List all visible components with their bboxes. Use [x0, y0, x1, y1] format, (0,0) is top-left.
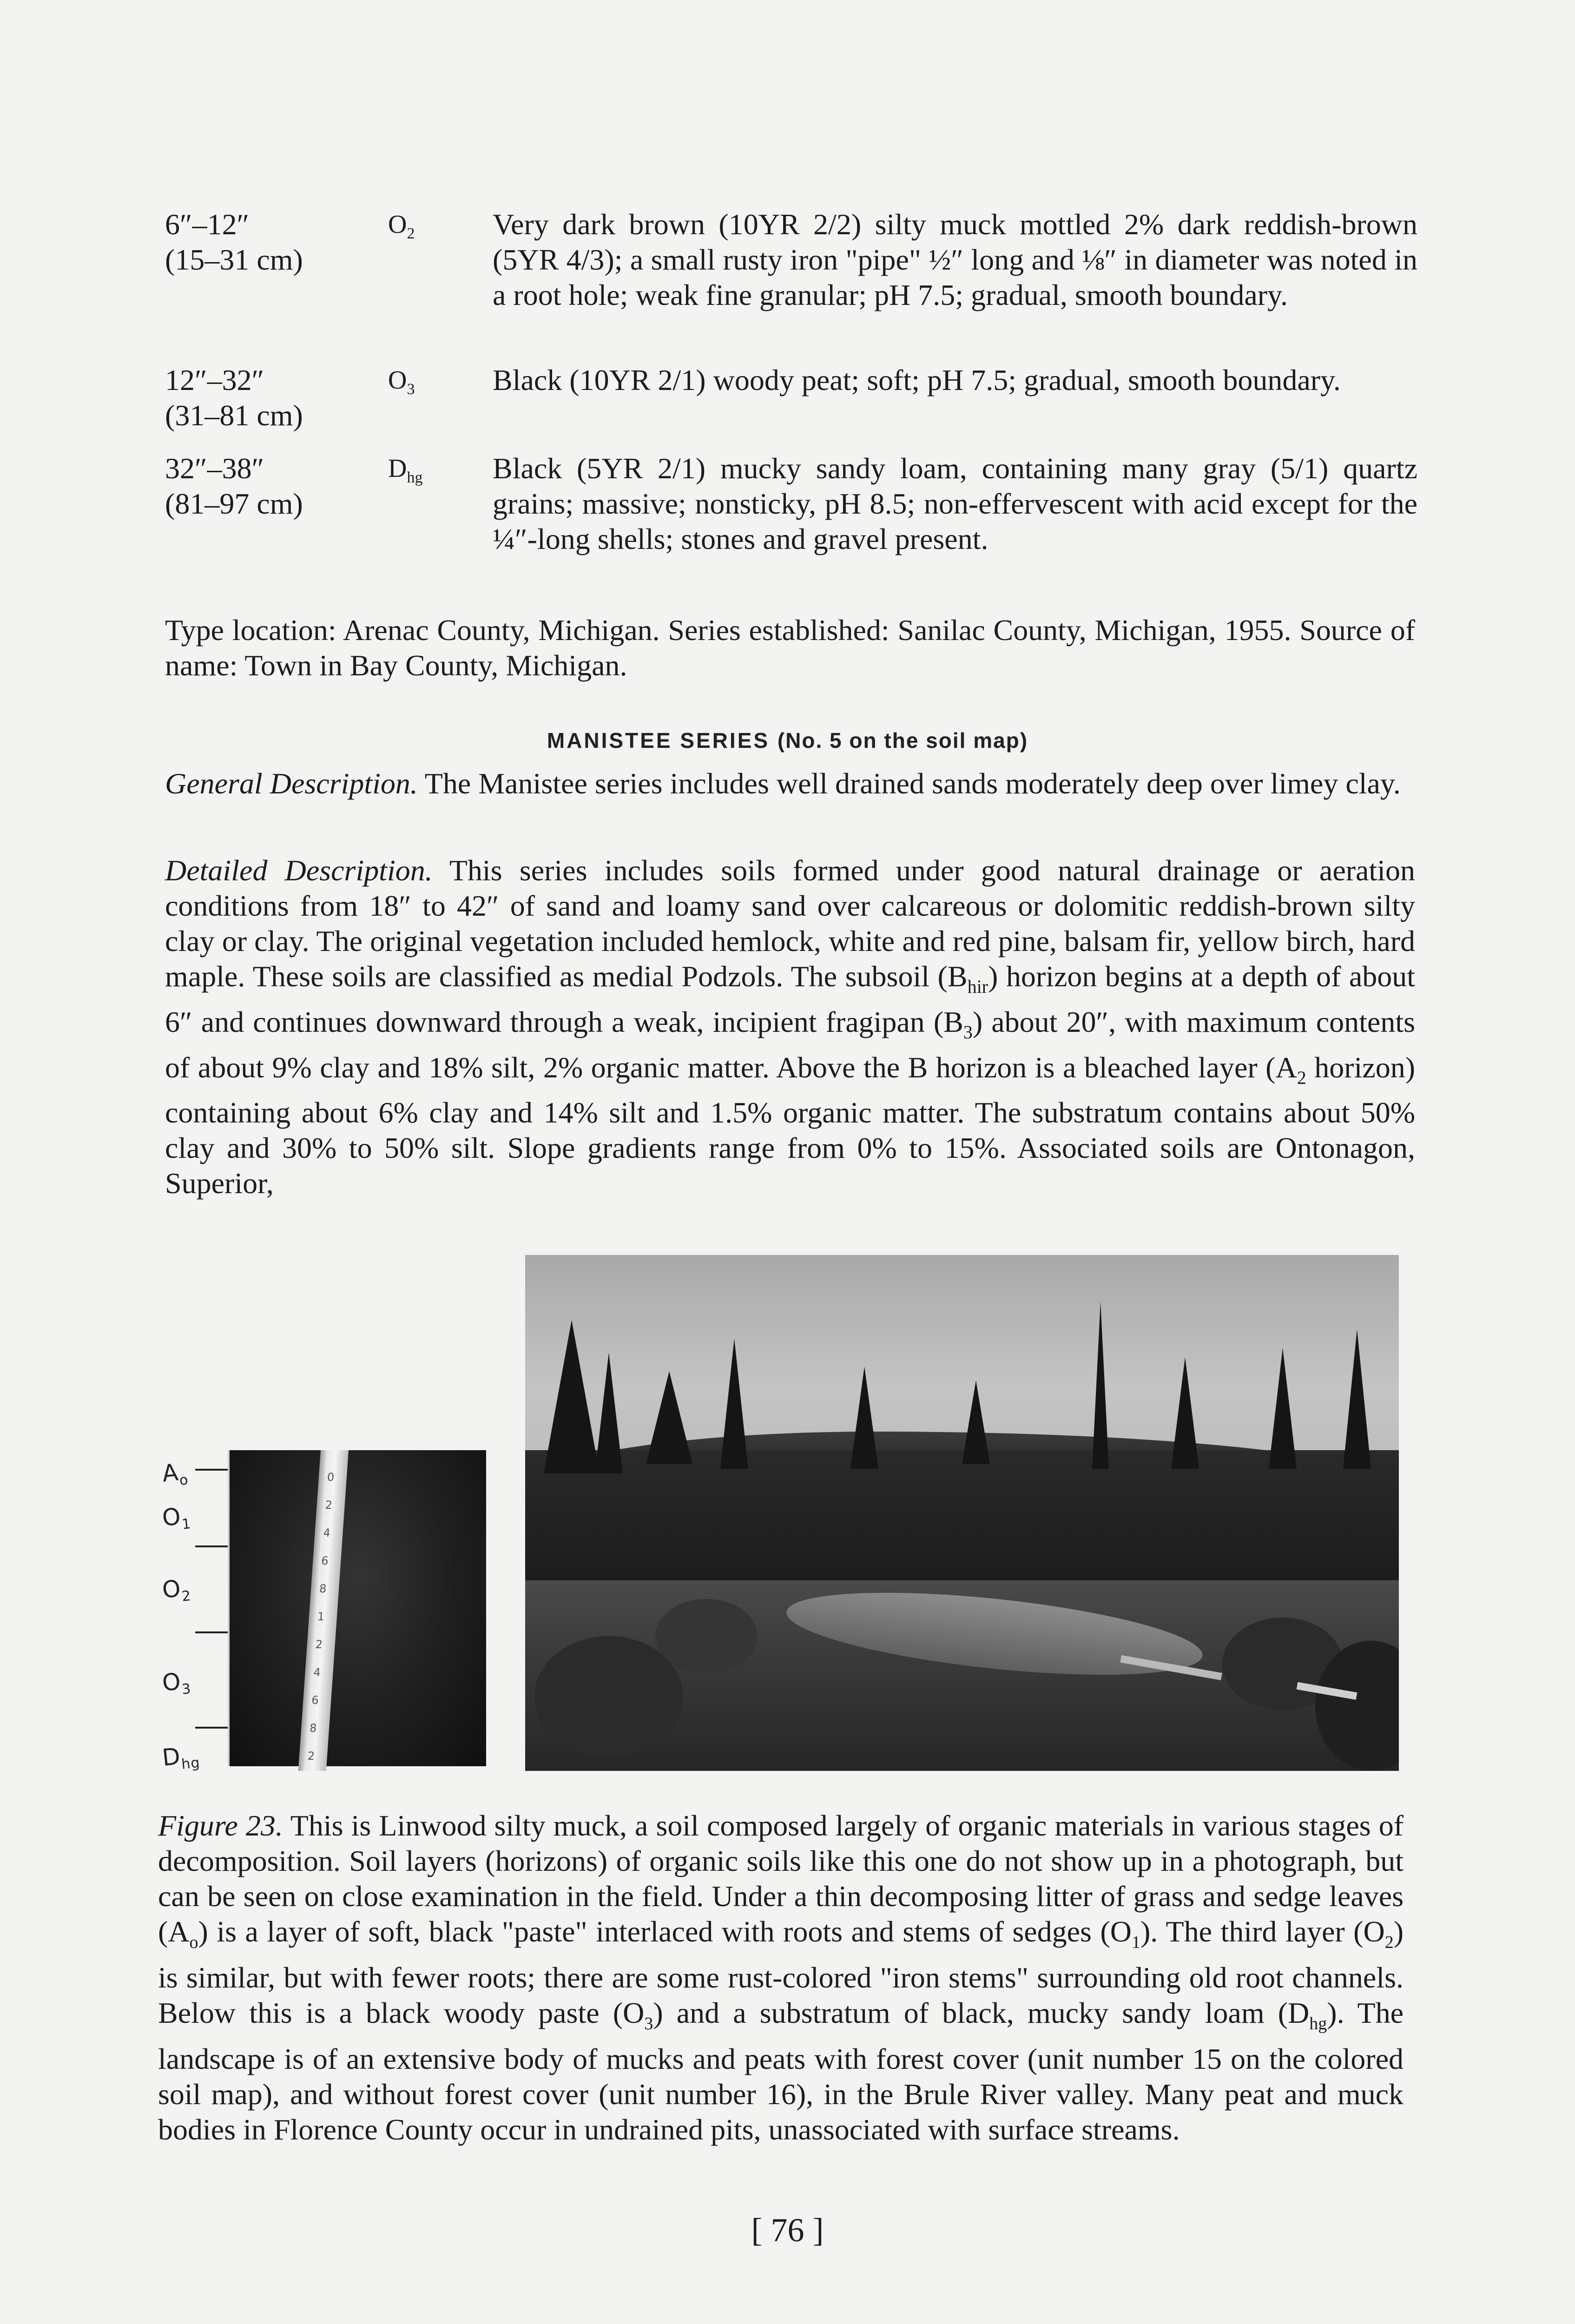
depth-inches: 32″–38″: [165, 452, 264, 485]
section-heading: [0, 723, 1575, 758]
depth-cm: (31–81 cm): [165, 399, 303, 432]
measuring-tape: 0 2 4 6 8 1 2 4 6 8 2: [298, 1450, 349, 1771]
horizon-label: $D_{hg}$: [161, 1743, 201, 1773]
paragraph-label: Detailed Description.: [165, 854, 433, 887]
horizon-code: $O_2$: [388, 210, 415, 243]
soil-profile-photo: [228, 1450, 486, 1766]
depth-cell: [165, 207, 365, 277]
caption-label: Figure 23.: [158, 1809, 283, 1842]
horizon-description: Black (10YR 2/1) woody peat; soft; pH 7.5; gradual, smooth boundary.: [493, 363, 1341, 396]
horizon-description: Black (5YR 2/1) mucky sandy loam, containing many gray (5/1) quartz grains; massive; nonsticky, pH 8.5; non-effervescent with acid except for the ¼″-long shells; stones and gravel present.: [493, 452, 1417, 555]
horizon-label: $O_1$: [161, 1503, 192, 1533]
paragraph-label: General Description.: [165, 767, 418, 800]
horizon-code: $O_3$: [388, 366, 415, 398]
section-subtitle: (No. 5 on the soil map): [777, 728, 1028, 753]
depth-inches: 6″–12″: [165, 208, 250, 241]
page-number: [ 76 ]: [751, 2212, 824, 2249]
section-title: MANISTEE SERIES: [547, 728, 770, 753]
detailed-description: Detailed Description. This series includes soils formed under good natural drainage or aeration conditions from 18″ to 42″ of sand and loamy sand over calcareous or dolomitic reddish-brown silty clay or clay. The original vegetation included hemlock, white and red pine, balsam fir, yellow birch, hard maple. These soils are classified as medial Podzols. The subsoil $(B_{hir})$ horizon begins at a depth of about 6″ and continues downward through a weak, incipient fragipan $(B_3)$ about 20″, with maximum contents of about 9% clay and 18% silt, 2% organic matter. Above the B horizon is a bleached layer ($A_2$ horizon) containing about 6% clay and 14% silt and 1.5% organic matter. The substratum contains about 50% clay and 30% to 50% silt. Slope gradients range from 0% to 15%. Associated soils are Ontonagon, Superior,: [165, 854, 1416, 1200]
soil-profile-figure: [163, 1446, 488, 1776]
depth-cm: (81–97 cm): [165, 487, 303, 520]
figure-caption: Figure 23. This is Linwood silty muck, a soil composed largely of organic materials in various stages of decomposition. Soil layers (horizons) of organic soils like this one do not show up in a photograph, but can be seen on close examination in the field. Under a thin decomposing litter of grass and sedge leaves $(A_o)$ is a layer of soft, black "paste" interlaced with roots and stems of sedges $(O_1)$. The third layer $(O_2)$ is similar, but with fewer roots; there are some rust-colored "iron stems" surrounding old root channels. Below this is a black woody paste $(O_3)$ and a substratum of black, mucky sandy loam $(D_{hg})$. The landscape is of an extensive body of mucks and peats with forest cover (unit number 15 on the colored soil map), and without forest cover (unit number 16), in the Brule River valley. Many peat and muck bodies in Florence County occur in undrained pits, unassociated with surface streams.: [158, 1809, 1404, 2146]
depth-cell: [165, 363, 365, 433]
horizon-code: $D_{hg}$: [388, 454, 423, 487]
horizon-label: $O_3$: [161, 1668, 192, 1698]
paragraph-text: The Manistee series includes well drained sands moderately deep over limey clay.: [417, 767, 1401, 800]
horizon-label: $O_2$: [161, 1575, 192, 1605]
general-description: [165, 766, 1415, 801]
depth-cell: [165, 451, 365, 522]
horizon-label: $A_o$: [161, 1459, 190, 1489]
depth-cm: (15–31 cm): [165, 243, 303, 276]
horizon-description: Very dark brown (10YR 2/2) silty muck mottled 2% dark reddish-brown (5YR 4/3); a small rusty iron "pipe" ½″ long and ⅛″ in diameter was noted in a root hole; weak fine granular; pH 7.5; gradual, smooth boundary.: [493, 208, 1417, 311]
depth-inches: 12″–32″: [165, 363, 264, 396]
landscape-photo: [525, 1255, 1399, 1771]
type-location: Type location: Arenac County, Michigan. Series established: Sanilac County, Michigan, 1955. Source of name: Town in Bay County, Michigan.: [165, 614, 1415, 682]
